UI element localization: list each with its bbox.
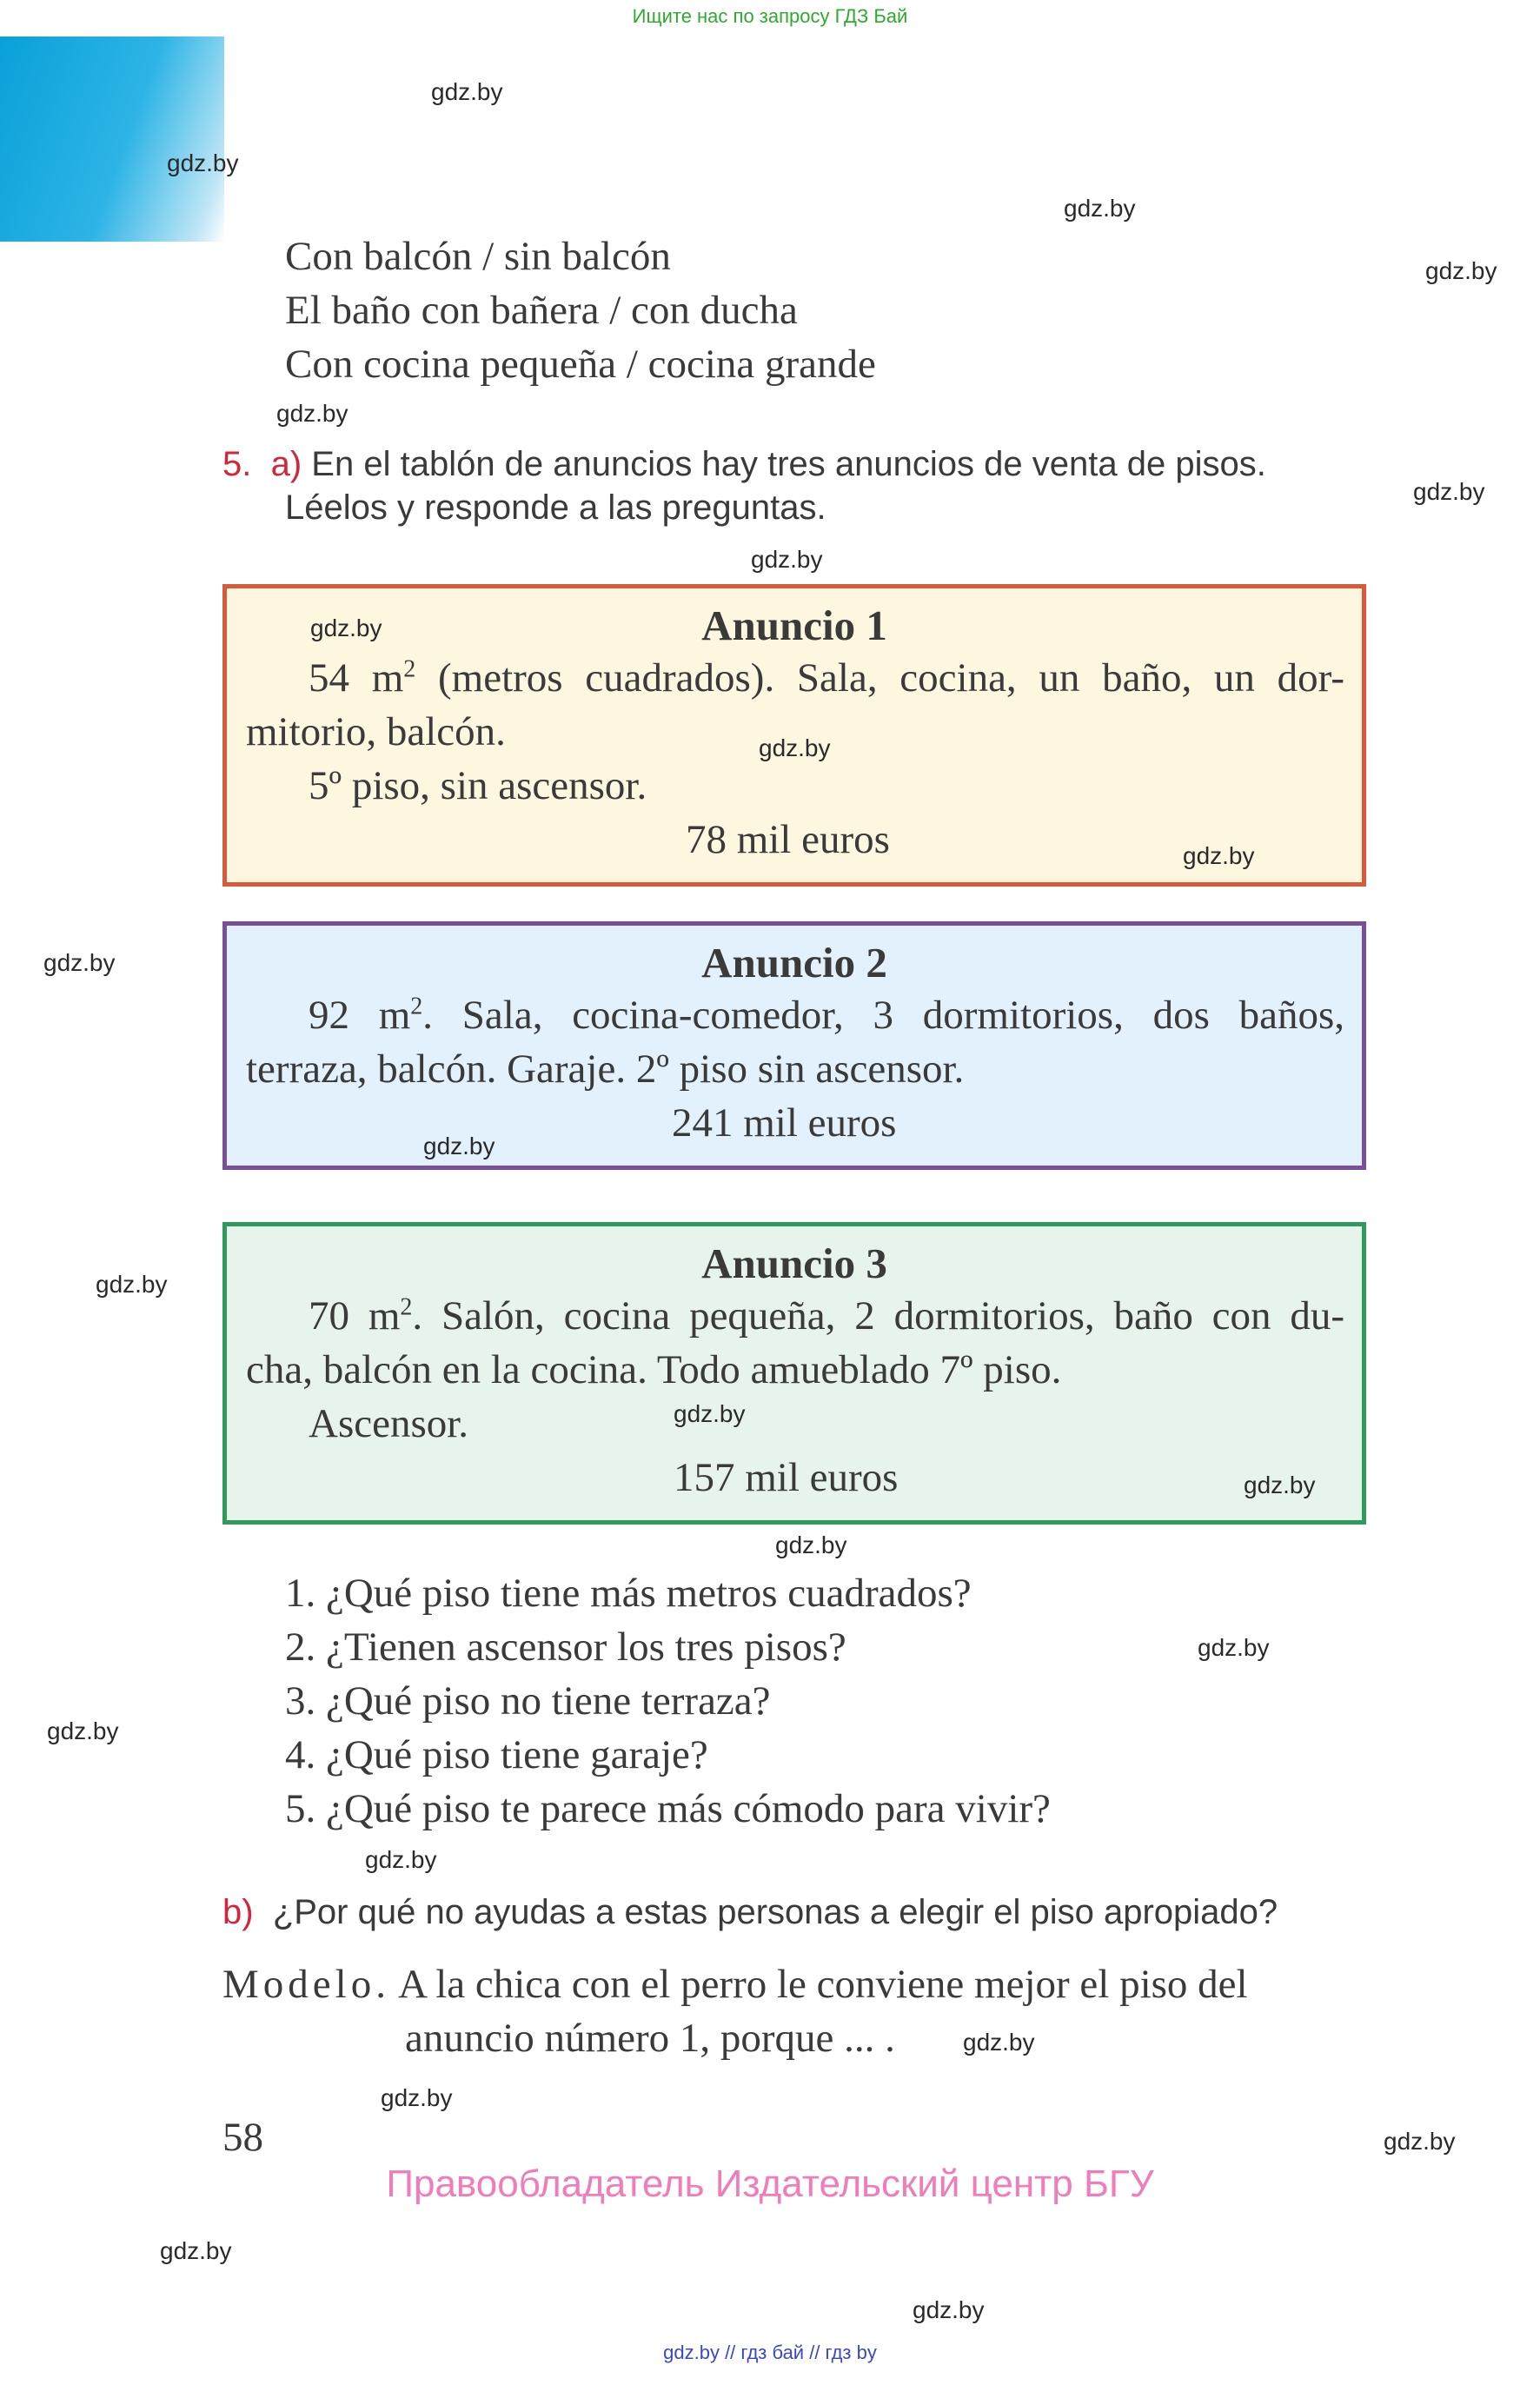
top-search-note: Ищите нас по запросу ГДЗ Бай [632,5,908,27]
watermark: gdz.by [1198,1634,1270,1661]
watermark: gdz.by [1384,2128,1456,2155]
watermark: gdz.by [775,1531,847,1558]
corner-color-block [0,37,224,242]
model-text: A la chica con el perro le conviene mejor el piso del [389,1962,1248,2007]
watermark: gdz.by [423,1133,495,1159]
watermark: gdz.by [963,2029,1035,2056]
watermark: gdz.by [674,1400,746,1427]
watermark: gdz.by [1425,257,1497,284]
watermark: gdz.by [96,1271,168,1298]
ad-area-exponent: 2 [403,655,416,683]
watermark: gdz.by [365,1846,437,1873]
ad-box-1 [222,584,1366,887]
intro-line: El baño con bañera / con ducha [285,288,798,333]
model-line1 [222,1961,1248,2008]
ad-title: Anuncio 3 [701,1239,887,1287]
ad-line [246,654,1344,701]
task-part-b-letter: b) [222,1893,254,1931]
footer-links[interactable]: gdz.by // гдз бай // гдз by [663,2342,877,2363]
intro-line: Con balcón / sin balcón [285,234,671,279]
ad-line-rest: . Salón, cocina pequeña, 2 dormitorios, baño con du- [412,1293,1344,1339]
watermark: gdz.by [759,734,831,761]
ad-title: Anuncio 1 [701,601,887,649]
question-item: 5. ¿Qué piso te parece más cómodo para vivir? [285,1786,1051,1831]
question-item: 2. ¿Tienen ascensor los tres pisos? [285,1624,846,1670]
intro-line: Con cocina pequeña / cocina grande [285,342,876,387]
ad-area-exponent: 2 [410,993,423,1020]
ad-line-rest: (metros cuadrados). Sala, cocina, un baño, un dor- [415,655,1345,701]
watermark: gdz.by [1413,478,1485,505]
watermark: gdz.by [47,1717,119,1744]
watermark: gdz.by [913,2296,985,2323]
watermark: gdz.by [167,149,239,176]
ad-area-exponent: 2 [400,1293,413,1321]
task-part-b [222,1893,1278,1932]
ad-box-3 [222,1222,1366,1525]
ad-area: 70 m [309,1293,401,1339]
task-part-a-text: En el tablón de anuncios hay tres anuncios de venta de pisos. [311,445,1266,483]
ad-line: cha, balcón en la cocina. Todo amueblado 7º piso. [246,1347,1062,1392]
ad-area: 54 m [309,655,404,701]
model-line2: anuncio número 1, porque ... . [405,2016,895,2061]
task-number: 5. [222,445,252,483]
watermark: gdz.by [310,615,382,641]
watermark: gdz.by [1183,842,1255,869]
ad-price: 157 mil euros [674,1455,899,1500]
watermark: gdz.by [1064,195,1136,222]
ad-line: mitorio, balcón. [246,709,506,754]
task-5a-line2: Léelos y responde a las preguntas. [285,488,826,527]
copyright-holder: Правообладатель Издательский центр БГУ [386,2162,1154,2205]
ad-line-rest: . Sala, cocina-comedor, 3 dormitorios, dos baños, [422,993,1344,1038]
ad-line: 5º piso, sin ascensor. [309,763,647,808]
ad-price: 241 mil euros [672,1100,897,1146]
question-item: 4. ¿Qué piso tiene garaje? [285,1732,708,1777]
watermark: gdz.by [751,546,823,573]
watermark: gdz.by [276,400,348,427]
ad-line: terraza, balcón. Garaje. 2º piso sin ascensor. [246,1046,965,1092]
watermark: gdz.by [1244,1472,1316,1498]
question-item: 1. ¿Qué piso tiene más metros cuadrados? [285,1571,972,1616]
ad-line [246,992,1344,1039]
page-number: 58 [222,2115,263,2160]
task-part-a-letter: a) [270,445,302,483]
question-item: 3. ¿Qué piso no tiene terraza? [285,1678,771,1724]
task-5a-line1 [222,445,1266,484]
model-label: Modelo. [222,1962,390,2007]
ad-line: Ascensor. [309,1401,469,1446]
ad-line [246,1292,1344,1339]
ad-title: Anuncio 2 [701,939,887,987]
watermark: gdz.by [381,2084,453,2111]
ad-price: 78 mil euros [686,817,890,862]
task-part-b-text: ¿Por qué no ayudas a estas personas a elegir el piso apropiado? [272,1893,1278,1931]
watermark: gdz.by [160,2237,232,2264]
watermark: gdz.by [431,78,503,105]
watermark: gdz.by [43,949,116,976]
ad-box-2 [222,921,1366,1170]
ad-area: 92 m [309,993,411,1038]
